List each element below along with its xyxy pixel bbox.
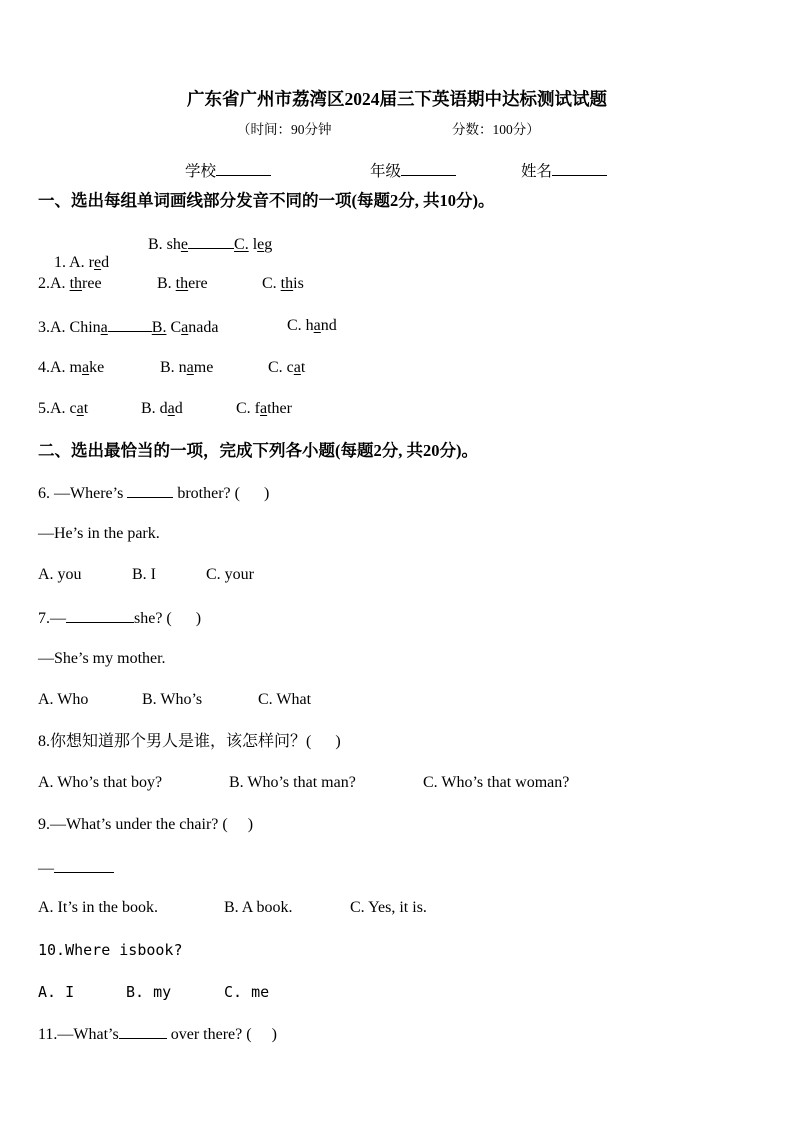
q2-b-post: ere — [188, 275, 208, 292]
q5-option-b — [141, 399, 183, 419]
q5-c-pre: C. f — [236, 400, 260, 417]
question-9: 9.—What’s under the chair? ( ) — [38, 816, 254, 833]
q5-a-post: t — [83, 400, 89, 417]
q3-option-c — [287, 316, 337, 336]
q4-c-pre: C. c — [268, 359, 294, 376]
q7-stem-post: she? ( ) — [134, 610, 202, 627]
q2-a-underlined: th — [69, 275, 83, 292]
q9-answer-line — [38, 857, 114, 879]
q4-option-c — [268, 358, 305, 378]
q9-blank — [54, 857, 114, 873]
q5-c-post: ther — [267, 400, 292, 417]
q1-a-pre: A. r — [69, 254, 95, 271]
q4-a-pre: A. m — [50, 359, 82, 376]
q3-c-post: nd — [320, 317, 337, 334]
q9-option-c: C. Yes, it is. — [350, 899, 427, 916]
q2-a-post: ree — [82, 275, 102, 292]
q9-option-a: A. It’s in the book. — [38, 899, 158, 916]
q6-option-b: B. I — [132, 566, 156, 583]
q4-c-underlined: a — [293, 359, 301, 376]
grade-label: 年级 — [370, 163, 402, 180]
section2-heading: 二、选出最恰当的一项，完成下列各小题(每题2分, 共20分)。 — [38, 441, 478, 460]
grade-field — [370, 160, 456, 182]
q4-a-underlined: a — [82, 359, 90, 376]
exam-score: 分数：100分） — [452, 122, 540, 137]
q4-c-post: t — [300, 359, 306, 376]
q10-option-b: B. my — [126, 983, 172, 1001]
q1-a-underlined: e — [94, 254, 102, 271]
q3-a-pre: A. Chin — [50, 319, 101, 336]
q1-option-b — [148, 233, 272, 255]
q4-b-post: me — [193, 359, 214, 376]
q5-a-pre: A. c — [50, 400, 77, 417]
q3-b-underlined: a — [181, 319, 189, 336]
q1-b-pre: B. sh — [148, 236, 181, 253]
q7-answer-line: —She’s my mother. — [38, 650, 166, 667]
q2-option-b — [157, 274, 208, 294]
q2-b-underlined: th — [175, 275, 189, 292]
q6-blank — [127, 482, 173, 498]
question-2 — [38, 274, 102, 294]
q3-c-pre: C. h — [287, 317, 314, 334]
q5-a-underlined: a — [76, 400, 84, 417]
q2-c-post: is — [293, 275, 304, 292]
name-blank — [552, 160, 607, 176]
question-11 — [38, 1023, 277, 1045]
q1-c-label: C. — [234, 236, 249, 253]
question-7 — [38, 607, 201, 629]
q4-a-post: ke — [89, 359, 105, 376]
question-5 — [38, 399, 88, 419]
q1-b-underlined: e — [180, 236, 189, 253]
q7-option-c: C. What — [258, 691, 312, 708]
q5-num: 5. — [38, 400, 50, 417]
school-field — [185, 160, 271, 182]
question-4 — [38, 358, 104, 378]
q1-a-post: d — [101, 254, 110, 271]
question-10: 10.Where isbook? — [38, 941, 183, 959]
q4-b-underlined: a — [186, 359, 194, 376]
q2-option-c — [262, 274, 304, 294]
q8-option-c: C. Who’s that woman? — [423, 774, 570, 791]
grade-blank — [401, 160, 456, 176]
question-3 — [38, 316, 218, 338]
q11-stem-pre: 11.—What’s — [38, 1026, 119, 1043]
exam-time: （时间：90分钟 — [237, 122, 332, 137]
q7-blank — [66, 607, 134, 623]
q3-c-underlined: a — [313, 317, 321, 334]
q2-a-pre: A. — [50, 275, 70, 292]
name-label: 姓名 — [521, 163, 553, 180]
q6-stem-pre: 6. —Where’s — [38, 485, 128, 502]
q1-c-pre: l — [248, 236, 258, 253]
q1-num: 1. — [54, 254, 70, 271]
q2-b-pre: B. — [157, 275, 176, 292]
page-title: 广东省广州市荔湾区2024届三下英语期中达标测试试题 — [187, 89, 607, 109]
q1-gap-line — [188, 233, 234, 249]
q3-b-pre: C — [166, 319, 182, 336]
q3-b-label: B. — [151, 319, 167, 336]
q5-b-underlined: a — [167, 400, 175, 417]
q6-answer-line: —He’s in the park. — [38, 525, 160, 542]
q5-c-underlined: a — [260, 400, 268, 417]
q2-c-underlined: th — [280, 275, 294, 292]
q6-option-a: A. you — [38, 566, 82, 583]
q1-c-underlined: e — [257, 236, 265, 253]
q8-option-a: A. Who’s that boy? — [38, 774, 163, 791]
q7-stem-pre: 7.— — [38, 610, 66, 627]
q11-stem-post: over there? ( ) — [166, 1026, 277, 1043]
q2-num: 2. — [38, 275, 50, 292]
section1-heading: 一、选出每组单词画线部分发音不同的一项(每题2分, 共10分)。 — [38, 191, 495, 210]
q6-stem-post: brother? ( ) — [173, 485, 270, 502]
q3-gap-line — [108, 316, 152, 332]
q11-blank — [119, 1023, 167, 1039]
q3-a-underlined: a — [100, 319, 108, 336]
q5-option-c — [236, 399, 292, 419]
question-6 — [38, 482, 269, 504]
q9-option-b: B. A book. — [224, 899, 293, 916]
q9-dash: — — [38, 860, 54, 877]
q4-option-b — [160, 358, 213, 378]
q7-option-a: A. Who — [38, 691, 89, 708]
q7-option-b: B. Who’s — [142, 691, 203, 708]
q4-num: 4. — [38, 359, 50, 376]
name-field — [521, 160, 607, 182]
q1-c-post: g — [264, 236, 273, 253]
q10-option-c: C. me — [224, 983, 270, 1001]
q5-b-post: d — [174, 400, 183, 417]
question-8: 8.你想知道那个男人是谁，该怎样问？( ) — [38, 733, 341, 750]
q4-b-pre: B. n — [160, 359, 187, 376]
q6-option-c: C. your — [206, 566, 254, 583]
q8-option-b: B. Who’s that man? — [229, 774, 356, 791]
school-blank — [216, 160, 271, 176]
q3-num: 3. — [38, 319, 50, 336]
school-label: 学校 — [185, 163, 217, 180]
q2-c-pre: C. — [262, 275, 281, 292]
q3-b-post: nada — [188, 319, 219, 336]
q10-option-a: A. I — [38, 983, 75, 1001]
q5-b-pre: B. d — [141, 400, 168, 417]
